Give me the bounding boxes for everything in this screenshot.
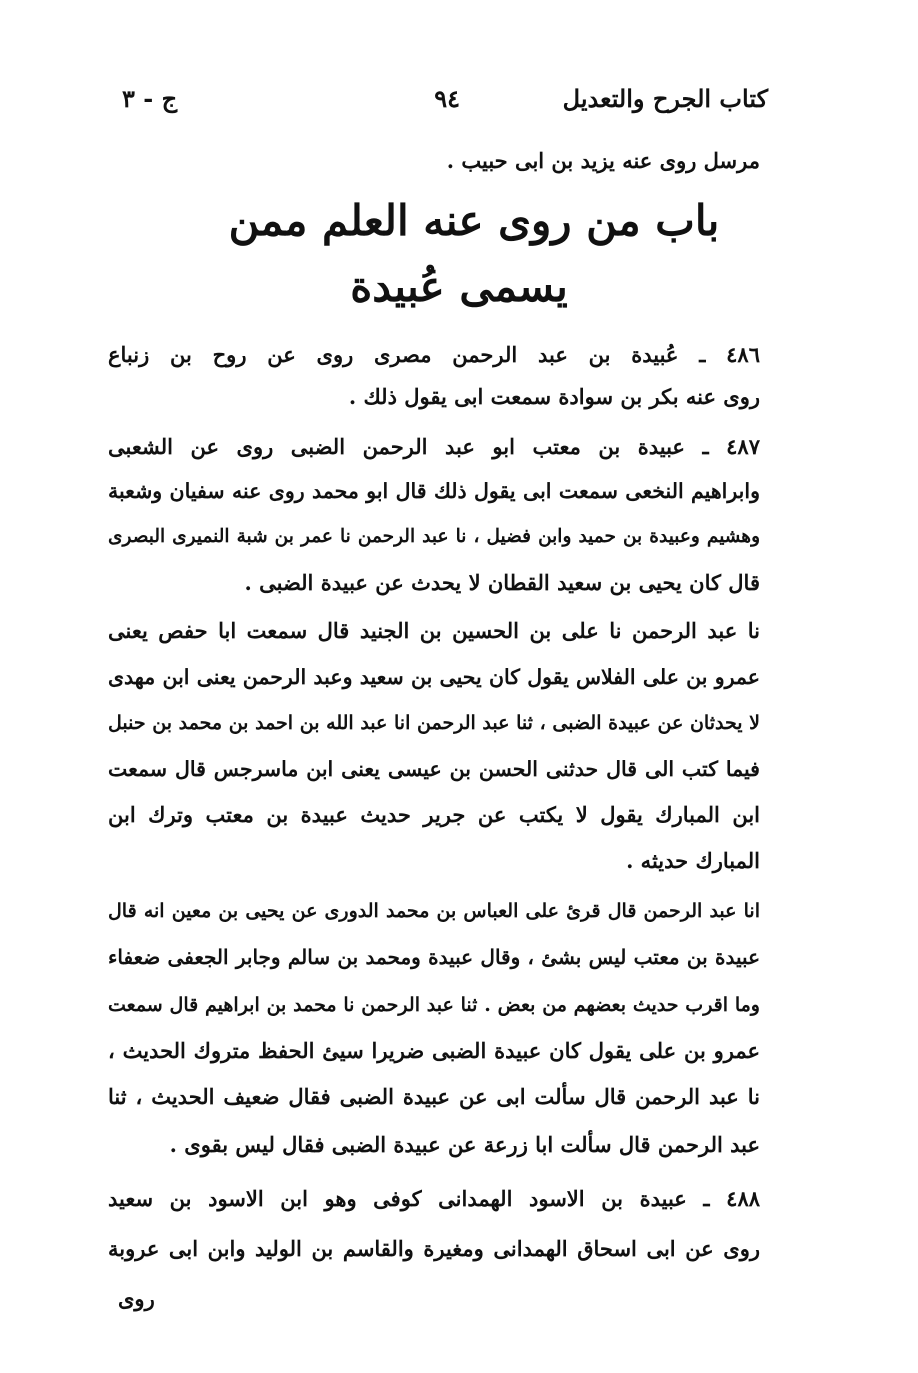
entry-487-line-2: وابراهيم النخعى سمعت ابى يقول ذلك قال ابو محمد روى عنه سفيان وشعبة — [108, 479, 760, 503]
entry-487-line-3: وهشيم وعبيدة بن حميد وابن فضيل ، نا عبد الرحمن نا عمر بن شبة النميرى البصرى — [108, 526, 760, 547]
paragraph-3-line-4: عمرو بن على يقول كان عبيدة الضبى ضريرا سيئ الحفظ متروك الحديث ، — [108, 1038, 760, 1063]
entry-486-line-2: روى عنه بكر بن سوادة سمعت ابى يقول ذلك . — [348, 384, 760, 409]
entry-488-line-1: ٤٨٨ ـ عبيدة بن الاسود الهمدانى كوفى وهو ابن الاسود بن سعيد — [108, 1186, 760, 1211]
paragraph-3-line-5: نا عبد الرحمن قال سألت ابى عن عبيدة الضبى فقال ضعيف الحديث ، ثنا — [108, 1084, 760, 1109]
paragraph-3-line-1: انا عبد الرحمن قال قرئ على العباس بن محمد الدورى عن يحيى بن معين انه قال — [108, 900, 760, 922]
paragraph-2-line-2: عمرو بن على الفلاس يقول كان يحيى بن سعيد وعبد الرحمن يعنى ابن مهدى — [108, 665, 760, 689]
paragraph-2-line-6: المبارك حديثه . — [626, 848, 760, 873]
paragraph-2-line-5: ابن المبارك يقول لا يكتب عن جرير حديث عبيدة بن معتب وترك ابن — [108, 802, 760, 827]
intro-line: مرسل روى عنه يزيد بن ابى حبيب . — [446, 148, 760, 173]
volume-label: ج - ٣ — [122, 84, 178, 113]
paragraph-2-line-4: فيما كتب الى قال حدثنى الحسن بن عيسى يعنى ابن ماسرجس قال سمعت — [108, 757, 760, 781]
paragraph-3-line-2: عبيدة بن معتب ليس بشئ ، وقال عبيدة ومحمد بن سالم وجابر الجعفى ضعفاء — [108, 945, 760, 969]
entry-488-line-2: روى عن ابى اسحاق الهمدانى ومغيرة والقاسم بن الوليد وابن ابى عروبة — [108, 1236, 760, 1261]
paragraph-2-line-1: نا عبد الرحمن نا على بن الحسين بن الجنيد قال سمعت ابا حفص يعنى — [108, 618, 760, 643]
section-heading-line-1: باب من روى عنه العلم ممن — [228, 196, 720, 245]
catchword: روى — [118, 1286, 155, 1311]
section-heading-line-2: يسمى عُبيدة — [350, 262, 568, 311]
page-number: ٩٤ — [434, 84, 460, 113]
entry-486-line-1: ٤٨٦ ـ عُبيدة بن عبد الرحمن مصرى روى عن روح بن زنباع — [108, 342, 760, 367]
paragraph-3-line-6: عبد الرحمن قال سألت ابا زرعة عن عبيدة الضبى فقال ليس بقوى . — [169, 1132, 760, 1157]
entry-487-line-4: قال كان يحيى بن سعيد القطان لا يحدث عن عبيدة الضبى . — [244, 570, 760, 595]
entry-487-line-1: ٤٨٧ ـ عبيدة بن معتب ابو عبد الرحمن الضبى روى عن الشعبى — [108, 434, 760, 459]
paragraph-3-line-3: وما اقرب حديث بعضهم من بعض . ثنا عبد الرحمن نا محمد بن ابراهيم قال سمعت — [108, 994, 760, 1016]
paragraph-2-line-3: لا يحدثان عن عبيدة الضبى ، ثنا عبد الرحمن انا عبد الله بن احمد بن محمد بن حنبل — [108, 712, 760, 734]
book-title: كتاب الجرح والتعديل — [562, 84, 768, 113]
